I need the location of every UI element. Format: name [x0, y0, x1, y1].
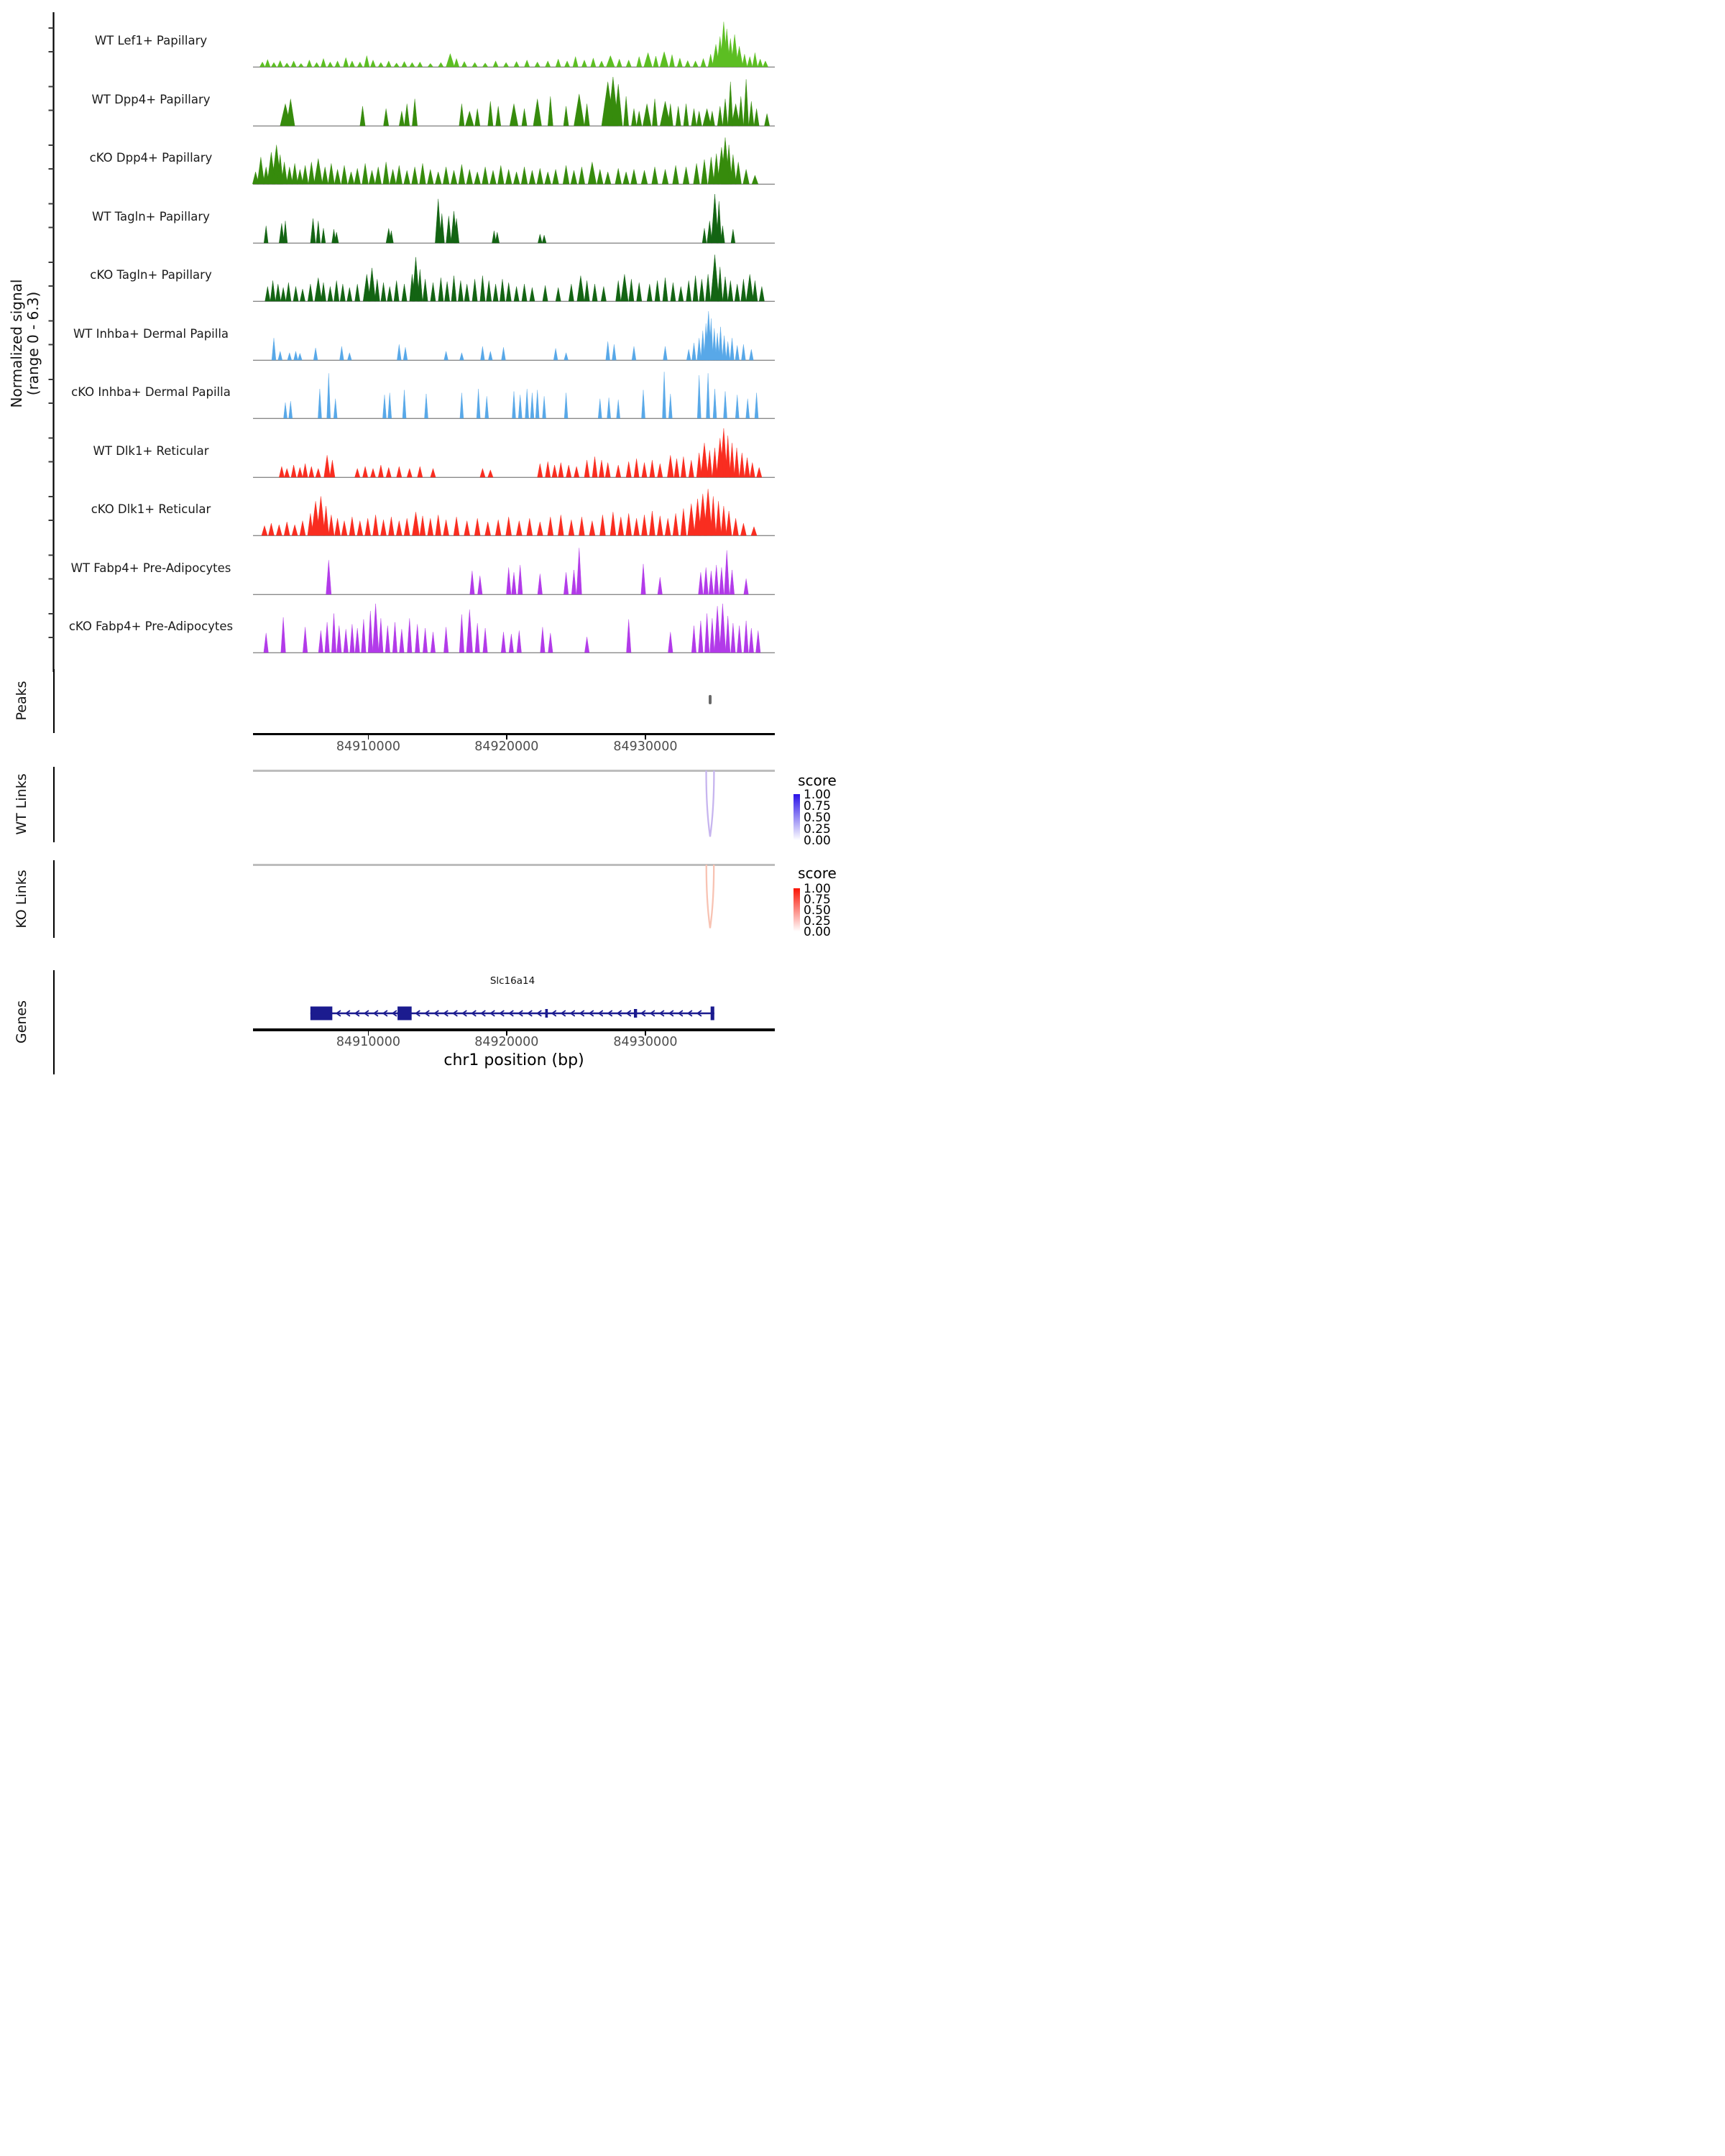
track-label-7: cKO Inhba+ Dermal Papilla	[71, 385, 231, 399]
coverage-signal	[262, 489, 757, 535]
genome-axis-upper-tick-label: 84930000	[613, 740, 678, 754]
y-axis-label-line1: Normalized signal	[8, 279, 25, 408]
coverage-track-7	[253, 363, 775, 420]
link-arc	[707, 865, 714, 928]
coverage-signal	[326, 548, 749, 594]
x-axis-title: chr1 position (bp)	[443, 1051, 584, 1069]
score-legend-tick-label: 0.25	[804, 822, 831, 837]
score-legend-tick-label: 0.75	[804, 799, 831, 814]
track-label-2: WT Dpp4+ Papillary	[91, 92, 211, 106]
wt-links-axis-bracket	[53, 767, 55, 842]
genome-axis-upper-tick-label: 84920000	[474, 740, 539, 754]
links-arcs-wt	[253, 771, 775, 844]
genome-axis-lower-tick-label: 84910000	[336, 1035, 400, 1049]
section-label-peaks: Peaks	[14, 681, 29, 721]
genome-axis-upper-tick-label: 84910000	[336, 740, 400, 754]
coverage-signal	[280, 77, 770, 126]
section-label-genes: Genes	[14, 1000, 29, 1044]
section-label-ko-links: KO Links	[14, 870, 29, 929]
wt-score-legend-title: score	[798, 772, 837, 789]
track-label-8: WT Dlk1+ Reticular	[93, 443, 209, 458]
track-label-3: cKO Dpp4+ Papillary	[89, 151, 213, 165]
peaks-axis-bracket	[53, 669, 55, 733]
coverage-signal	[279, 428, 762, 477]
coverage-track-8	[253, 422, 775, 479]
coverage-track-2	[253, 70, 775, 127]
gene-name-label: Slc16a14	[489, 975, 535, 987]
track-label-6: WT Inhba+ Dermal Papilla	[73, 326, 229, 341]
track-label-10: WT Fabp4+ Pre-Adipocytes	[70, 561, 231, 575]
score-legend-tick-label: 1.00	[804, 882, 831, 896]
genome-axis-lower-tick-label: 84920000	[474, 1035, 539, 1049]
gene-exon	[397, 1007, 412, 1021]
link-arc	[707, 771, 714, 837]
coverage-track-3	[253, 129, 775, 185]
coverage-track-10	[253, 539, 775, 596]
coverage-track-1	[253, 11, 775, 68]
genome-axis-lower	[253, 1028, 775, 1031]
track-label-11: cKO Fabp4+ Pre-Adipocytes	[68, 619, 234, 633]
coverage-signal	[284, 372, 759, 418]
y-axis-label	[9, 13, 43, 674]
score-legend-bar-ko	[794, 888, 800, 931]
genome-axis-lower-tick-label: 84930000	[613, 1035, 678, 1049]
genome-axis-upper	[253, 733, 775, 736]
gene-exon	[546, 1009, 548, 1018]
score-legend-tick-label: 0.00	[804, 925, 831, 939]
score-legend-tick-label: 0.50	[804, 903, 831, 918]
coverage-signal	[272, 311, 753, 360]
track-label-5: cKO Tagln+ Papillary	[90, 268, 212, 282]
peak-region-mark	[709, 695, 712, 704]
signal-axis-bracket	[46, 10, 56, 675]
coverage-track-4	[253, 188, 775, 244]
gene-exon	[310, 1007, 332, 1021]
section-label-wt-links: WT Links	[14, 773, 29, 835]
ko-score-legend-title: score	[798, 865, 837, 882]
score-legend-tick-label: 0.25	[804, 914, 831, 929]
ko-links-axis-bracket	[53, 860, 55, 938]
links-arcs-ko	[253, 865, 775, 937]
gene-exon	[711, 1007, 714, 1021]
gene-model	[253, 1005, 775, 1023]
genes-axis-bracket	[53, 970, 55, 1074]
track-label-1: WT Lef1+ Papillary	[94, 34, 208, 47]
score-legend-bar-wt	[794, 794, 800, 840]
score-legend-tick-label: 1.00	[804, 788, 831, 802]
track-label-4: WT Tagln+ Papillary	[92, 209, 210, 224]
coverage-signal	[265, 254, 765, 301]
coverage-plot-figure	[0, 0, 862, 1078]
coverage-signal	[264, 194, 735, 243]
gene-exon	[634, 1009, 637, 1018]
score-legend-tick-label: 0.00	[804, 834, 831, 848]
score-legend-tick-label: 0.50	[804, 811, 831, 825]
track-label-9: cKO Dlk1+ Reticular	[91, 502, 211, 516]
y-axis-label-line2: (range 0 - 6.3)	[24, 291, 42, 396]
coverage-track-6	[253, 305, 775, 361]
score-legend-tick-label: 0.75	[804, 893, 831, 907]
coverage-track-9	[253, 480, 775, 537]
coverage-track-5	[253, 246, 775, 303]
coverage-signal	[259, 22, 768, 67]
coverage-track-11	[253, 597, 775, 654]
coverage-signal	[252, 137, 758, 184]
coverage-signal	[264, 604, 760, 653]
